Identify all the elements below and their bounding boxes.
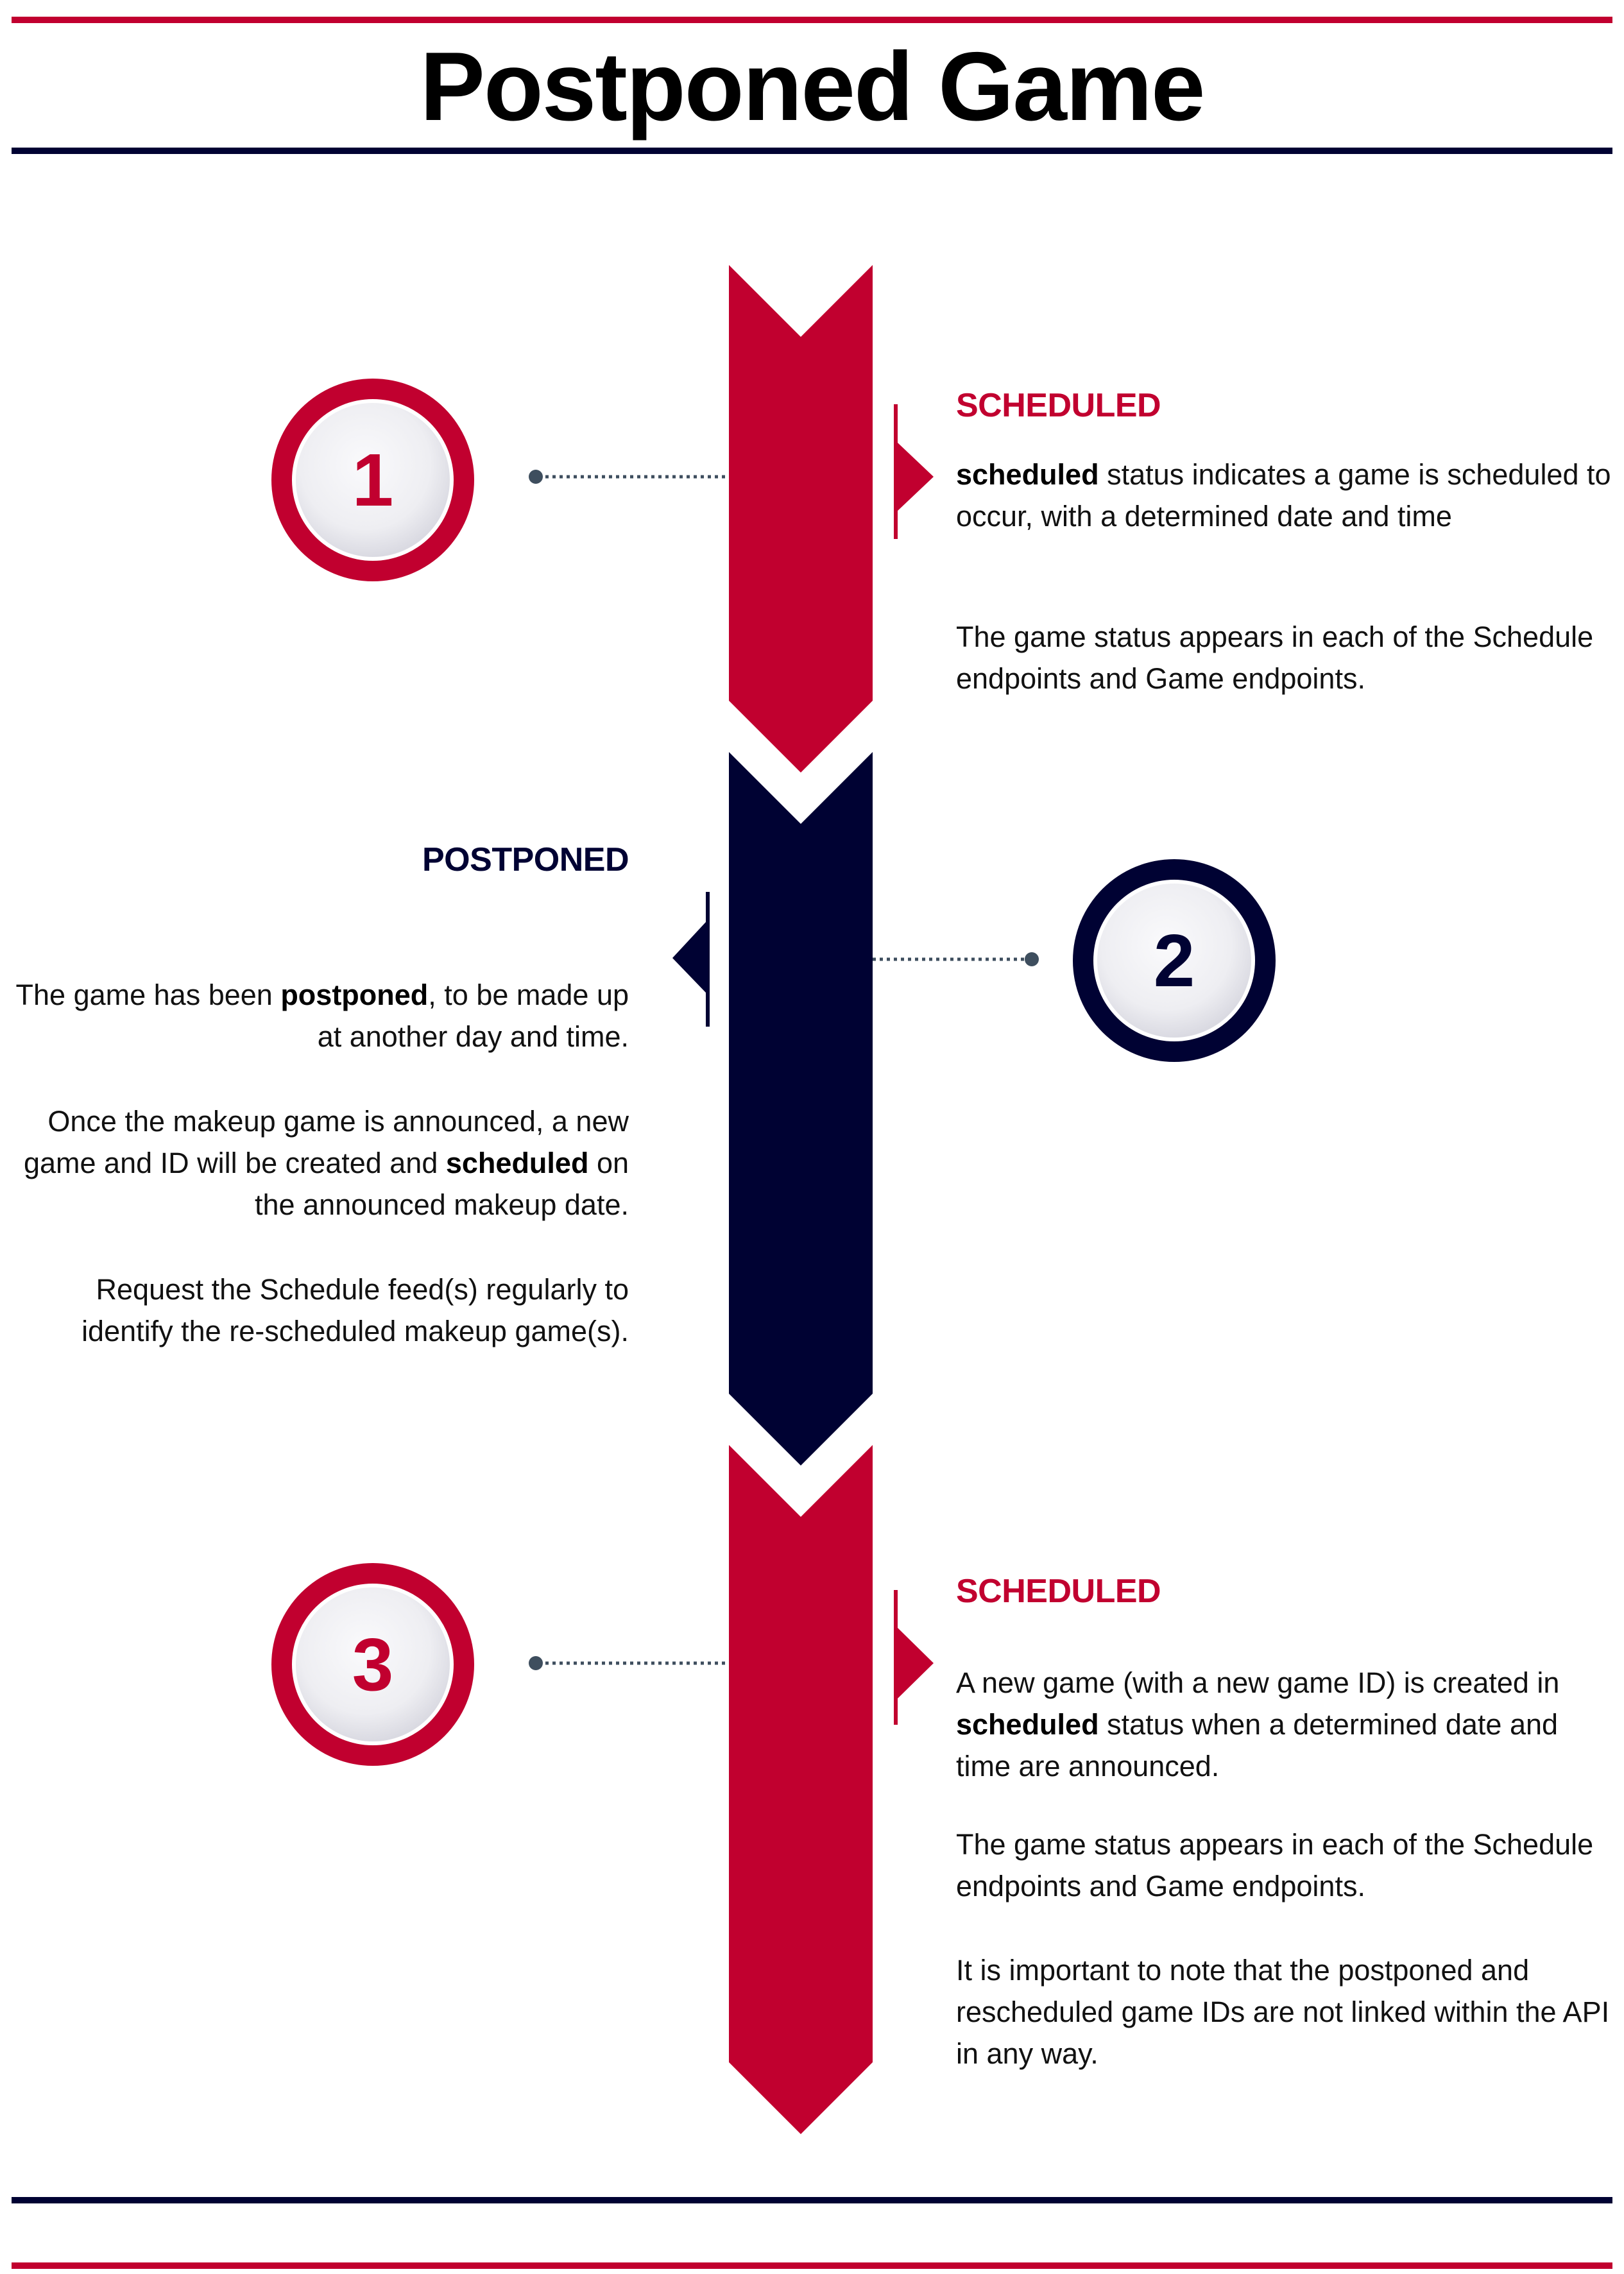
status-keyword: scheduled (956, 1708, 1099, 1741)
step-3-status-heading: SCHEDULED (956, 1573, 1161, 1610)
status-keyword: scheduled (956, 458, 1099, 491)
step-2-callout-marker (672, 892, 710, 1027)
timeline-segment-3 (729, 1445, 873, 2134)
step-2-description: The game has been postponed, to be made up at another day and time. (15, 979, 629, 1053)
step-2-request-note: Request the Schedule feed(s) regularly to identify the re-scheduled makeup game(s). (81, 1273, 629, 1347)
step-1-note: The game status appears in each of the Schedule endpoints and Game endpoints. (956, 620, 1594, 695)
step-3-description: A new game (with a new game ID) is created in scheduled status when a determined date and time are announced. (956, 1666, 1560, 1782)
step-1-status-heading: SCHEDULED (956, 387, 1161, 424)
step-3-connector (529, 1656, 729, 1670)
step-1-connector (529, 470, 729, 484)
step-1-description: scheduled status indicates a game is scheduled to occur, with a determined date and time (956, 458, 1611, 533)
step-1-callout-marker (894, 404, 934, 539)
bottom-red-rule (12, 2262, 1612, 2269)
step-3-callout-marker (894, 1590, 934, 1725)
page-title: Postponed Game (420, 32, 1204, 141)
step-3-note: The game status appears in each of the Schedule endpoints and Game endpoints. (956, 1828, 1594, 1902)
step-1-number: 1 (352, 438, 394, 522)
timeline-segment-1 (729, 265, 873, 773)
step-3-linking-note: It is important to note that the postponed and rescheduled game IDs are not linked within the API in any way. (956, 1954, 1610, 2070)
step-2-connector (873, 952, 1039, 966)
step-3-number: 3 (352, 1623, 394, 1706)
status-keyword: postponed (280, 979, 429, 1011)
step-2-makeup-note: Once the makeup game is announced, a new game and ID will be created and scheduled on the announced makeup date. (23, 1105, 629, 1221)
bottom-navy-rule (12, 2197, 1612, 2203)
step-2-status-heading: POSTPONED (422, 841, 629, 878)
status-keyword: scheduled (445, 1147, 589, 1179)
timeline-segment-2 (729, 752, 873, 1466)
step-2-number: 2 (1153, 919, 1195, 1002)
